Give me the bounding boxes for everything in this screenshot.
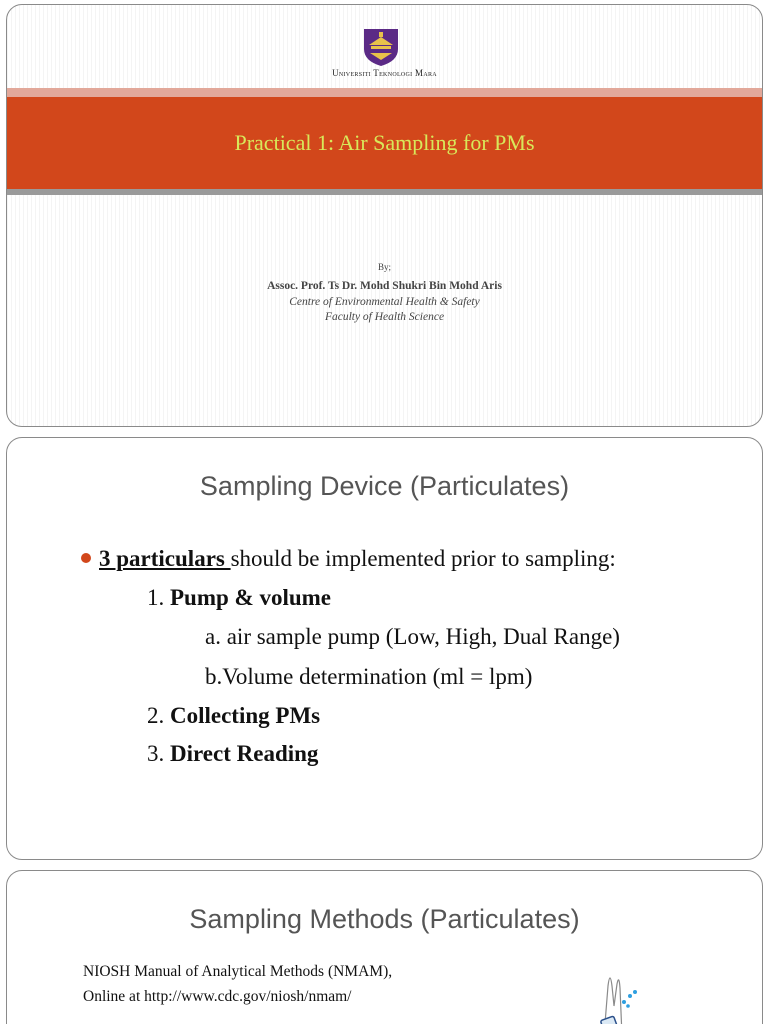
presentation-title: Practical 1: Air Sampling for PMs (234, 130, 535, 155)
list-item-1 (147, 585, 331, 611)
list-item-text: Collecting PMs (170, 703, 321, 728)
title-band-accent (7, 88, 762, 97)
sub-item-letter: b. (205, 664, 223, 689)
slide-title: Sampling Device (Particulates) (199, 471, 570, 501)
list-item-2 (147, 703, 320, 729)
bullet-text: should be implemented prior to sampling: (230, 546, 616, 571)
byline (7, 262, 762, 326)
bullet-emphasis: 3 particulars (99, 546, 231, 571)
list-number: 1. (147, 585, 165, 610)
list-item-text: Direct Reading (170, 741, 319, 766)
title-slide (6, 4, 763, 427)
sub-item-text: Volume determination (ml = lpm) (222, 664, 533, 689)
bullet-dot-icon (81, 553, 91, 563)
author-name: Assoc. Prof. Ts Dr. Mohd Shukri Bin Mohd Aris (267, 280, 502, 292)
main-bullet (81, 546, 616, 572)
affiliation-faculty: Faculty of Health Science (324, 311, 445, 323)
sampling-methods-slide (6, 870, 763, 1024)
list-number: 3. (147, 741, 165, 766)
list-number: 2. (147, 703, 165, 728)
sub-item-text: air sample pump (Low, High, Dual Range) (226, 624, 620, 649)
reference-line: NIOSH Manual of Analytical Methods (NMAM), (83, 963, 393, 980)
title-band (7, 97, 762, 189)
title-band-shadow (7, 189, 762, 195)
affiliation-centre: Centre of Environmental Health & Safety (289, 296, 480, 308)
sub-item-letter: a. (205, 624, 221, 649)
by-label: By; (377, 262, 391, 272)
university-crest-icon (362, 27, 400, 67)
sub-item-a (205, 624, 620, 650)
sub-item-b (205, 664, 532, 690)
reference-url-line: Online at http://www.cdc.gov/niosh/nmam/ (83, 988, 352, 1005)
reference-text (83, 959, 392, 1009)
list-item-3 (147, 741, 318, 767)
sampling-device-illustration-icon (584, 966, 644, 1024)
list-item-text: Pump & volume (170, 585, 331, 610)
sampling-device-slide (6, 437, 763, 860)
university-name: Universiti Teknologi Mara (332, 68, 437, 78)
slide-title: Sampling Methods (Particulates) (189, 904, 580, 934)
